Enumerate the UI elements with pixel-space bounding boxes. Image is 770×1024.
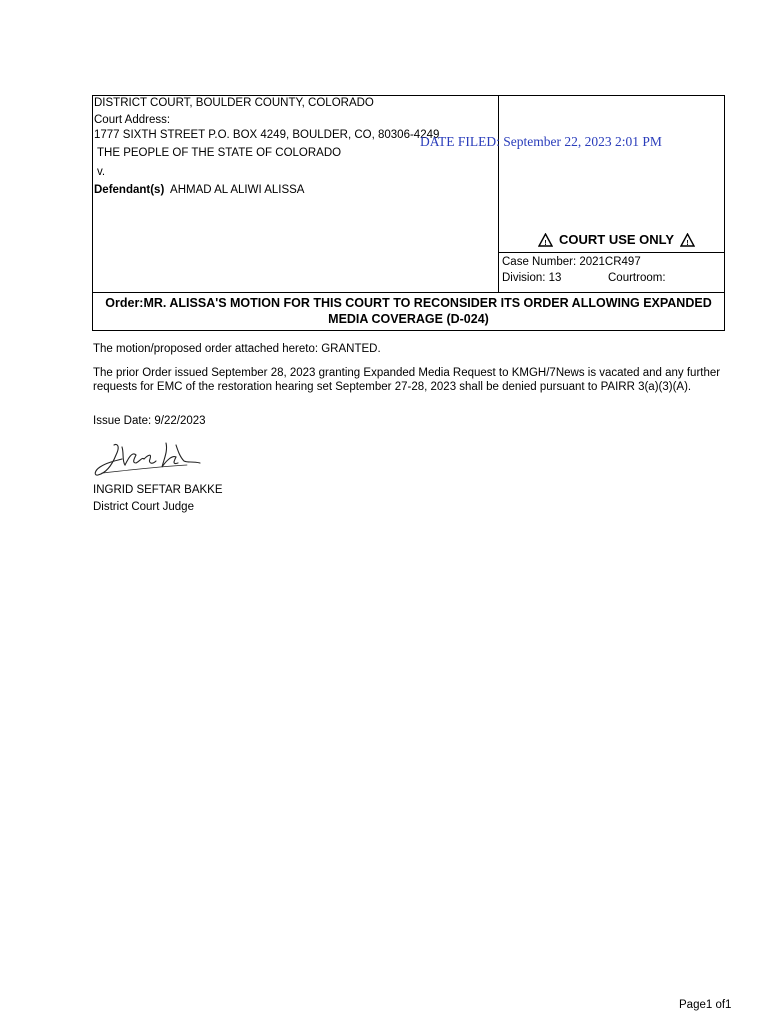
order-paragraph-line2: requests for EMC of the restoration hearing set September 27-28, 2023 shall be denied pursuant to PAIRR 3(a)(3)(A). <box>93 381 692 393</box>
svg-text:!: ! <box>686 239 689 247</box>
warning-triangle-icon <box>538 233 553 247</box>
court-name: DISTRICT COURT, BOULDER COUNTY, COLORADO <box>94 97 374 109</box>
court-use-only-label: COURT USE ONLY <box>559 232 675 247</box>
defendant-name: AHMAD AL ALIWI ALISSA <box>170 184 305 196</box>
order-title <box>92 293 725 327</box>
order-title-line2: MEDIA COVERAGE (D-024) <box>328 312 489 326</box>
judge-name: INGRID SEFTAR BAKKE <box>93 484 223 496</box>
order-paragraph <box>93 366 733 394</box>
division: Division: 13 <box>502 272 562 284</box>
warning-triangle-icon <box>680 233 695 247</box>
defendant-label: Defendant(s) <box>94 184 165 196</box>
courtroom: Courtroom: <box>608 272 666 284</box>
order-title-line1: Order:MR. ALISSA'S MOTION FOR THIS COURT TO RECONSIDER ITS ORDER ALLOWING EXPANDED <box>105 296 712 310</box>
page-number: Page1 of1 <box>679 999 732 1011</box>
judge-title: District Court Judge <box>93 501 194 513</box>
court-use-only <box>538 232 695 247</box>
case-number: Case Number: 2021CR497 <box>502 256 641 268</box>
defendant-line <box>94 183 304 197</box>
versus: v. <box>97 166 106 178</box>
date-filed-stamp: DATE FILED: September 22, 2023 2:01 PM <box>420 134 662 149</box>
svg-text:!: ! <box>544 239 547 247</box>
plaintiff: THE PEOPLE OF THE STATE OF COLORADO <box>97 147 342 159</box>
order-paragraph-line1: The prior Order issued September 28, 2023 granting Expanded Media Request to KMGH/7News is vacated and any further <box>93 367 721 379</box>
issue-date: Issue Date: 9/22/2023 <box>93 415 206 427</box>
court-address: 1777 SIXTH STREET P.O. BOX 4249, BOULDER, CO, 80306-4249 <box>94 129 440 141</box>
judge-signature <box>92 437 202 479</box>
ruling: The motion/proposed order attached hereto: GRANTED. <box>93 343 381 355</box>
caption-divider <box>499 252 725 253</box>
court-address-label: Court Address: <box>94 114 171 126</box>
